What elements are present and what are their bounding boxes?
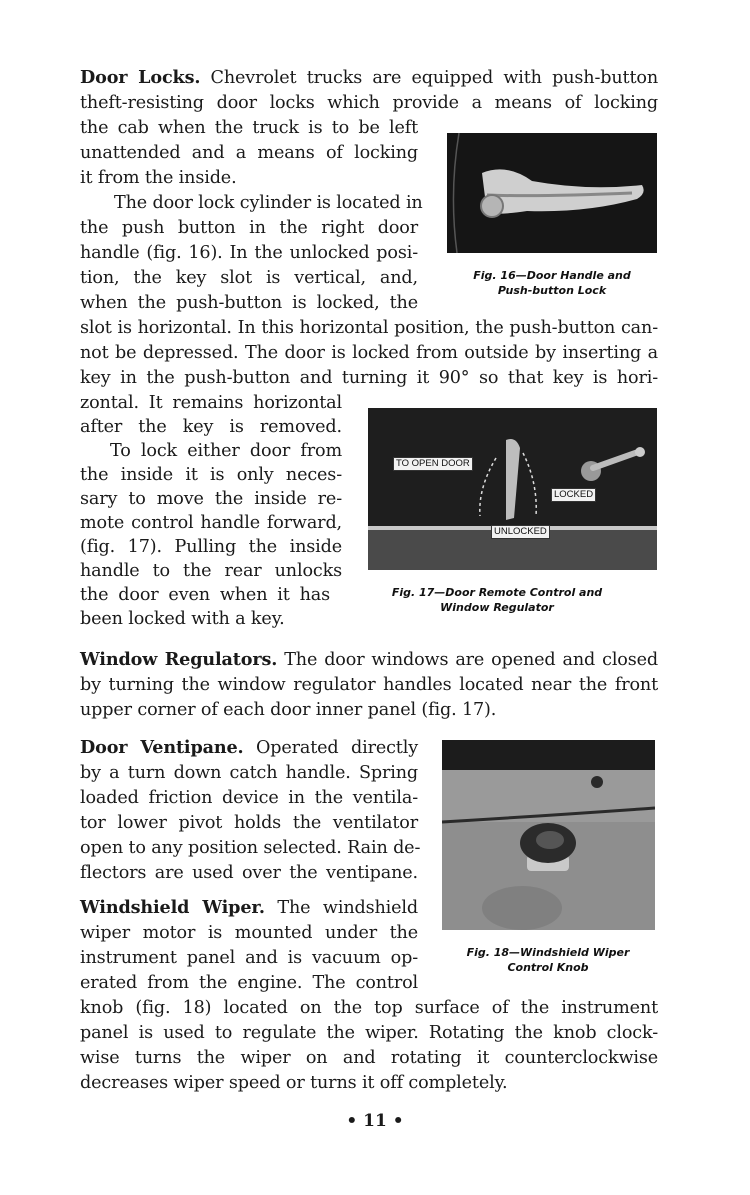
body-line: the push button in the right door [80,218,418,238]
body-line: wise turns the wiper on and rotating it counterclockwise [80,1048,658,1068]
body-line: unattended and a means of locking [80,143,418,163]
door-locks-heading: Door Locks. [80,67,201,88]
body-line: panel is used to regulate the wiper. Rotating the knob clock- [80,1023,658,1043]
body-line: not be depressed. The door is locked from outside by inserting a [80,343,658,363]
windshield-wiper-line-1: Windshield Wiper. The windshield [80,897,418,918]
page-number: • 11 • [346,1111,404,1131]
label-unlocked: UNLOCKED [491,525,550,539]
figure-17-door-remote-control-photo [368,408,657,570]
body-line: tor lower pivot holds the ventilator [80,813,418,833]
body-line: slot is horizontal. In this horizontal position, the push-button can- [80,318,658,338]
door-locks-line-1: Door Locks. Chevrolet trucks are equipped with push-button [80,67,658,88]
body-line: loaded friction device in the ventila- [80,788,418,808]
body-line: flectors are used over the ventipane. [80,863,418,883]
body-line: decreases wiper speed or turns it off completely. [80,1073,508,1093]
label-to-open-door: TO OPEN DOOR [393,457,473,471]
body-line: To lock either door from [110,441,342,461]
figure-16-caption: Fig. 16—Door Handle and Push-button Lock [473,269,631,297]
body-line: the door even when it has [80,585,330,605]
body-line: theft-resisting door locks which provide a means of locking [80,93,658,113]
body-line: The door lock cylinder is located in [114,193,423,213]
body-line: (fig. 17). Pulling the inside [80,537,342,557]
window-regulators-heading: Window Regulators. [80,649,278,670]
body-line: mote control handle forward, [80,513,342,533]
body-line: knob (fig. 18) located on the top surface of the instrument [80,998,658,1018]
door-ventipane-heading: Door Ventipane. [80,737,244,758]
body-line: it from the inside. [80,168,237,188]
body-line: sary to move the inside re- [80,489,342,509]
body-line: the inside it is only neces- [80,465,342,485]
body-line: upper corner of each door inner panel (fig. 17). [80,700,497,720]
body-line: handle to the rear unlocks [80,561,342,581]
figure-18-wiper-knob-photo [442,740,655,930]
body-line: been locked with a key. [80,609,285,629]
body-line: after the key is removed. [80,417,342,437]
figure-16-door-handle-photo [447,133,657,253]
body-line: handle (fig. 16). In the unlocked posi- [80,243,418,263]
door-ventipane-line-1: Door Ventipane. Operated directly [80,737,418,758]
figure-17-caption: Fig. 17—Door Remote Control and Window Regulator [391,586,603,614]
body-line: tion, the key slot is vertical, and, [80,268,418,288]
window-regulators-line-1: Window Regulators. The door windows are opened and closed [80,649,658,670]
body-line: the cab when the truck is to be left [80,118,418,138]
wiper-control-knob-icon [442,740,655,930]
body-line: by a turn down catch handle. Spring [80,763,418,783]
body-line: open to any position selected. Rain de- [80,838,421,858]
figure-18-caption: Fig. 18—Windshield Wiper Control Knob [466,946,630,974]
body-line: when the push-button is locked, the [80,293,418,313]
body-line: key in the push-button and turning it 90° so that key is hori- [80,368,658,388]
body-line: zontal. It remains horizontal [80,393,342,413]
body-line: wiper motor is mounted under the [80,923,418,943]
body-line: instrument panel and is vacuum op- [80,948,418,968]
remote-control-handle-icon [368,408,657,570]
label-locked: LOCKED [551,488,596,502]
body-line: erated from the engine. The control [80,973,418,993]
door-handle-icon [447,133,657,253]
body-line: by turning the window regulator handles located near the front [80,675,658,695]
windshield-wiper-heading: Windshield Wiper. [80,897,265,918]
